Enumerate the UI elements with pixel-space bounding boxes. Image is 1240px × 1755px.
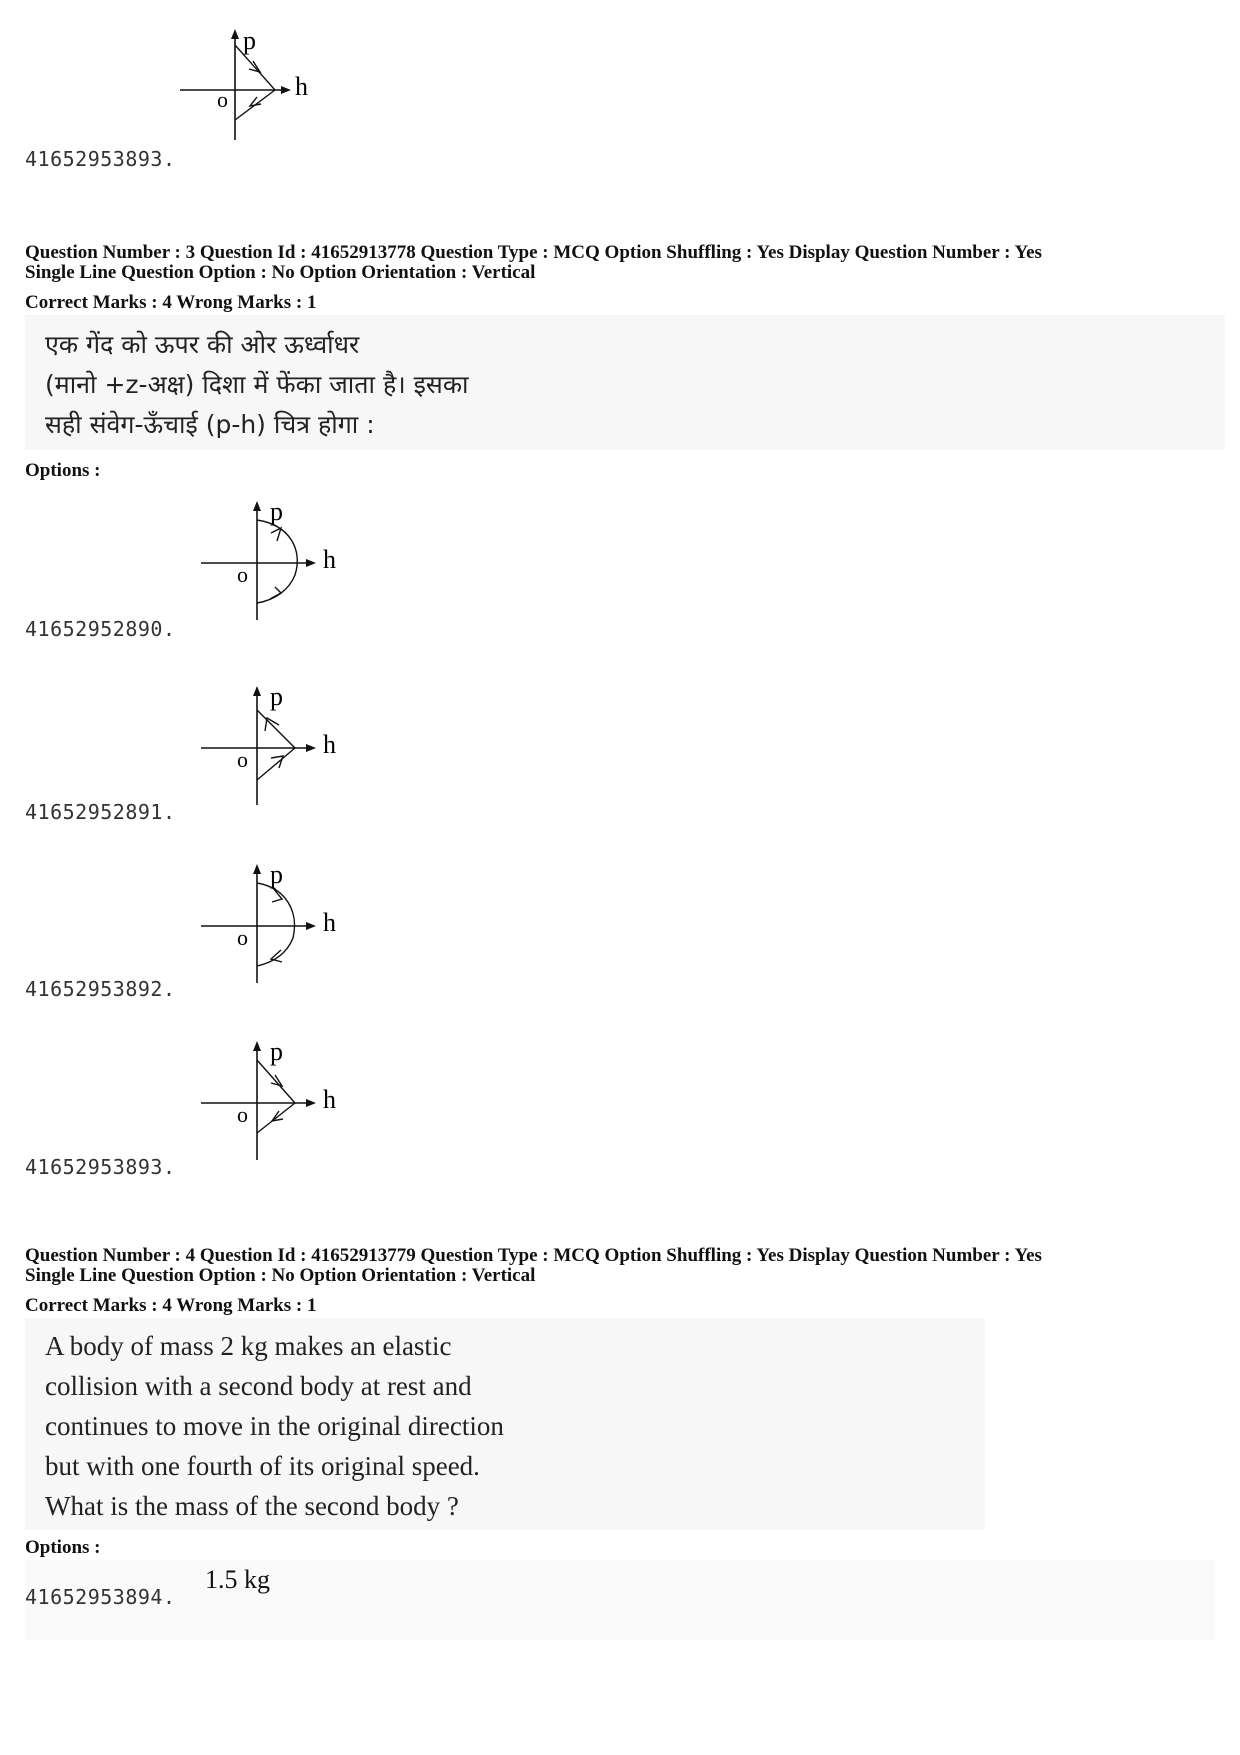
option-id: 41652953892. (25, 977, 176, 1001)
origin-label: o (237, 1102, 248, 1127)
option-diagram-3 (195, 858, 355, 988)
question-line: What is the mass of the second body ? (45, 1491, 459, 1521)
option-box (25, 1560, 1215, 1640)
question-line: एक गेंद को ऊपर की ओर ऊर्ध्वाधर (45, 330, 360, 359)
question-meta-line2: Single Line Question Option : No Option Orientation : Vertical (25, 1265, 536, 1286)
option-id: 41652952891. (25, 800, 176, 824)
options-label: Options : (25, 1537, 101, 1558)
option-diagram-1 (195, 495, 355, 625)
origin-label: o (237, 562, 248, 587)
option-id: 41652952890. (25, 617, 176, 641)
option-diagram-4 (195, 1035, 355, 1165)
question-marks: Correct Marks : 4 Wrong Marks : 1 (25, 292, 317, 313)
origin-label: o (237, 925, 248, 950)
option-text: 1.5 kg (205, 1565, 270, 1594)
h-axis-label: h (323, 1085, 336, 1114)
h-axis-label: h (323, 545, 336, 574)
p-axis-label: p (270, 682, 283, 711)
h-axis-label: h (323, 908, 336, 937)
question-line: but with one fourth of its original speed. (45, 1451, 480, 1481)
option-diagram-2 (195, 680, 355, 810)
option-id: 41652953894. (25, 1585, 176, 1609)
question-line: continues to move in the original direction (45, 1411, 504, 1441)
question-meta-line1: Question Number : 3 Question Id : 41652913778 Question Type : MCQ Option Shuffling : Yes Display Question Number : Yes (25, 242, 1042, 263)
option-id: 41652953893. (25, 1155, 176, 1179)
question-line: (मानो +z-अक्ष) दिशा में फेंका जाता है। इसका (45, 370, 469, 399)
origin-label: o (237, 747, 248, 772)
option-id: 41652953893. (25, 147, 176, 171)
question-text-box (25, 315, 1225, 450)
h-axis-label: h (295, 72, 308, 101)
p-axis-label: p (270, 860, 283, 889)
question-meta-line2: Single Line Question Option : No Option Orientation : Vertical (25, 262, 536, 283)
option-diagram-top (175, 25, 335, 150)
question-meta-line1: Question Number : 4 Question Id : 41652913779 Question Type : MCQ Option Shuffling : Yes Display Question Number : Yes (25, 1245, 1042, 1266)
p-axis-label: p (270, 1037, 283, 1066)
question-line: A body of mass 2 kg makes an elastic (45, 1331, 452, 1361)
question-line: सही संवेग-ऊँचाई (p-h) चित्र होगा : (45, 410, 375, 439)
p-axis-label: p (243, 26, 256, 55)
options-label: Options : (25, 460, 101, 481)
h-axis-label: h (323, 730, 336, 759)
question-marks: Correct Marks : 4 Wrong Marks : 1 (25, 1295, 317, 1316)
question-text-box (25, 1318, 985, 1530)
question-line: collision with a second body at rest and (45, 1371, 472, 1401)
p-axis-label: p (270, 497, 283, 526)
origin-label: o (217, 87, 228, 112)
